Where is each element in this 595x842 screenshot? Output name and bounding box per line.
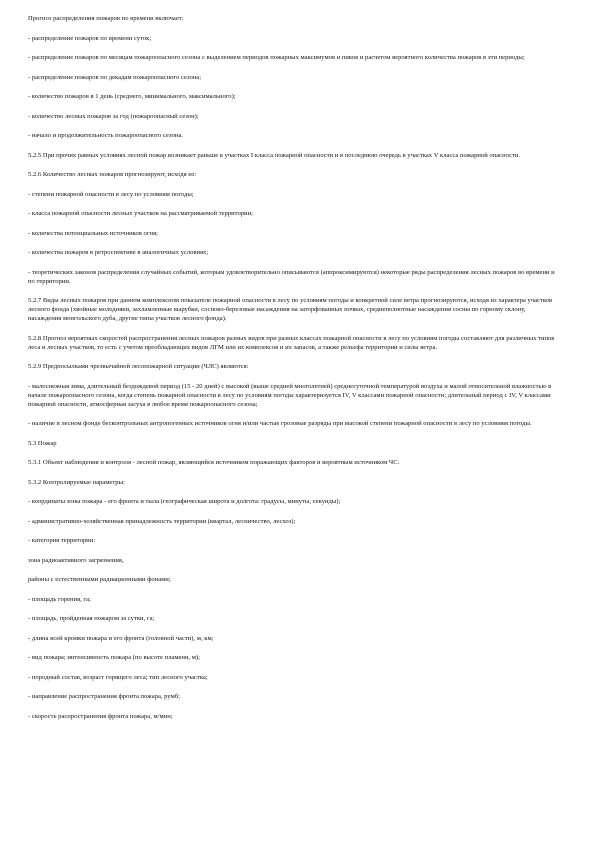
- document-paragraph: - вид пожара; интенсивность пожара (по высоте пламени, м);: [28, 654, 200, 661]
- document-paragraph: - начало и продолжительность пожароопасного сезона.: [28, 132, 183, 139]
- document-paragraph: - количество пожаров в 1 день (среднего, минимального, максимального);: [28, 93, 236, 100]
- document-paragraph: - наличие в лесном фонде бесконтрольных антропогенных источников огня и/или частые грозовые разряды при высокой степени пожарной опасности в лесу по условиям погоды.: [28, 420, 532, 427]
- document-paragraph: - скорость распространения фронта пожара, м/мин;: [28, 712, 173, 720]
- document-paragraph: - степени пожарной опасности в лесу по условиям погоды;: [28, 190, 194, 198]
- document-paragraph: 5.2.6 Количество лесных пожаров прогнозируют, исходя из:: [28, 171, 197, 178]
- document-paragraph: - распределение пожаров по времени суток;: [28, 34, 152, 42]
- document-paragraph: - количества потенциальных источников огня;: [28, 229, 158, 237]
- document-paragraph: - категория территории:: [28, 537, 96, 544]
- document-paragraph: - координаты зоны пожара - его фронта и тыла (географическая широта и долгота: градусы, минуты, секунды);: [28, 498, 341, 505]
- document-paragraph: - площадь горения, га;: [28, 595, 91, 603]
- document-paragraph: - класса пожарной опасности лесных участков на рассматриваемой территории;: [28, 210, 253, 217]
- document-paragraph: - площадь, пройденная пожаром за сутки, га;: [28, 615, 155, 622]
- document-paragraph: - направление распространения фронта пожара, румб;: [28, 693, 180, 700]
- document-paragraph: 5.2.8 Прогноз вероятных скоростей распространения лесных пожаров разных видов при разных классах пожарной опасности в лесу по условиям погоды составляют для различных типов леса и лесных участков, то есть с учетом преобладающих видов ЛГМ или их комплексов и их запасов, а также рельефа территории и силы ветра.: [28, 334, 555, 351]
- document-paragraph: - количества пожаров в ретроспективе в аналогичных условиях;: [28, 249, 209, 256]
- document-paragraph: зона радиоактивного загрязнения,: [28, 556, 124, 564]
- document-paragraph: - теоретических законов распределения случайных событий, которым удовлетворительно описываются (аппроксимируются) некоторые ряды распределения лесных пожаров во времени и по территории.: [28, 268, 555, 285]
- document-paragraph: - административно-хозяйственная принадлежность территории (квартал, лесничество, лесхоз);: [28, 517, 296, 525]
- document-paragraph: - распределение пожаров по месяцам пожароопасного сезона с выделением периодов пожарных максимумов и пиков и расчетом вероятного количества пожаров в эти периоды;: [28, 54, 525, 61]
- document-paragraph: - породный состав, возраст горящего леса; тип лесного участка;: [28, 673, 208, 681]
- document-paragraph: 5.2.7 Виды лесных пожаров при данном комплексном показателе пожарной опасности в лесу по условиям погоды и конкретной силе ветра прогнозируются, исходя из характера участков лесного фонда (хвойные молодняки, захламленные вырубки, сосново-березовые насаждения на заторфованных почвах, среднеполнотные насаждения сосны по горному склону, насаждения монгольского дуба, другие типы участков лесного фонда).: [28, 297, 553, 322]
- document-paragraph: 5.2.5 При прочих равных условиях лесной пожар возникает раньше в участках I класса пожарной опасности и в последнюю очередь в участках V класса пожарной опасности.: [28, 151, 521, 159]
- document-paragraph: 5.3 Пожар: [28, 439, 57, 447]
- document-body: [28, 14, 560, 731]
- document-paragraph: - количество лесных пожаров за год (пожароопасный сезон);: [28, 112, 199, 120]
- document-paragraph: районы с естественными радиационными фонами;: [28, 576, 171, 583]
- document-paragraph: 5.3.1 Объект наблюдения и контроля - лесной пожар, являющийся источником поражающих факторов и вероятным источником ЧС.: [28, 459, 400, 466]
- document-paragraph: 5.2.9 Предпосылками чрезвычайной лесопожарной ситуации (ЧЛС) являются:: [28, 363, 249, 370]
- document-paragraph: 5.3.2 Контролируемые параметры:: [28, 478, 125, 486]
- document-paragraph: - длина всей кромки пожара и его фронта (головной части), м, км;: [28, 634, 214, 642]
- document-paragraph: - малоснежная зима, длительный бездождевой период (15 - 20 дней) с высокой (выше средней многолетней) среднесуточной температурой воздуха и малой относительной влажностью в начале пожароопасного сезона, когда степень пожарной опасности в лесу по условиям погоды характеризуется IV, V классами пожарной опасности; длительный период с IV, V классами пожарной опасности, атмосферная засуха в любое время пожароопасного сезона;: [28, 382, 552, 408]
- document-paragraph: Прогноз распределения пожаров по времени включает:: [28, 15, 184, 22]
- document-paragraph: - распределение пожаров по декадам пожароопасного сезона;: [28, 73, 202, 81]
